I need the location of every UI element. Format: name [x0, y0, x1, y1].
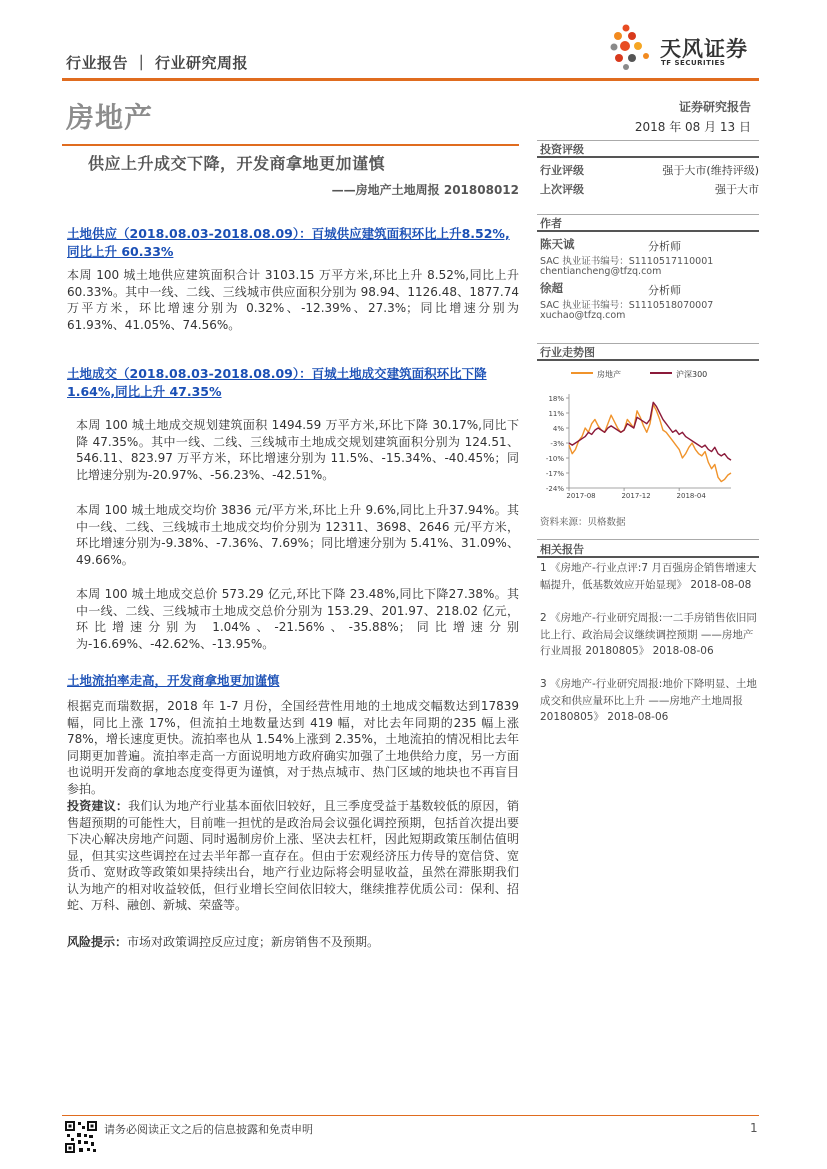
footer-rule	[62, 1115, 759, 1116]
report-type: 行业报告 ｜ 行业研究周报	[66, 54, 248, 72]
author-role: 分析师	[648, 284, 681, 297]
y-tick-label: 18%	[548, 395, 564, 403]
qr-code-icon	[64, 1120, 98, 1154]
authors-title: 作者	[540, 217, 562, 230]
rating-value: 强于大市(维持评级)	[662, 164, 759, 177]
sidebar-rule	[537, 214, 759, 215]
section-heading-unsold: 土地流拍率走高，开发商拿地更加谨慎	[67, 673, 280, 688]
industry-title: 房地产	[66, 101, 154, 134]
section-paragraph: 本周 100 城土地成交均价 3836 元/平方米,环比上升 9.6%,同比上升37.94%。其中一线、二线、三线城市土地成交均价分别为 12311、3698、2646 元/平方米，环比增速分别为-9.38%、-7.36%、7.69%；同比增速分别为 5.41%、31.09%、49.66%。	[76, 503, 519, 567]
section-paragraph: 根据克而瑞数据，2018 年 1-7 月份，全国经营性用地的土地成交幅数达到17839 幅，同比上涨 17%，但流拍土地数量达到 419 幅，对比去年同期的235 幅上涨 78%，增长速度更快。流拍率也从 1.54%上涨到 2.35%，土地流拍的情况相比去年同期更加普遍。流拍率走高一方面说明地方政府确实加强了土地供给力度，另一方面也说明开发商的拿地态度变得更为谨慎，对于热点城市、热门区域的地块也不再盲目参拍。	[67, 699, 519, 796]
section-heading-supply: 土地供应（2018.08.03-2018.08.09）：百城供应建筑面积环比上升8.52%,同比上升 60.33%	[67, 226, 510, 259]
rating-label: 行业评级	[540, 164, 584, 177]
sidebar-rule	[537, 156, 759, 158]
x-tick-label: 2017-08	[566, 492, 596, 500]
section-paragraph: 本周 100 城土地供应建筑面积合计 3103.15 万平方米,环比上升 8.52%,同比上升 60.33%。其中一线、二线、三线城市供应面积分别为 98.94、1126.48、1877.74 万平方米，环比增速分别为 0.32%、-12.39%、27.3%；同比增速分别为 61.93%、41.05%、74.56%。	[67, 268, 519, 332]
section-paragraph: 本周 100 城土地成交总价 573.29 亿元,环比下降 23.48%,同比下降27.38%。其中一线、二线、三线城市土地成交总价分别为 153.29、201.97、218.02 亿元，环比增速分别为 1.04%、-21.56%、-35.88%；同比增速分别为-16.69%、-42.62%、-13.95%。	[76, 587, 519, 651]
related-report-link[interactable]: 3 《房地产-行业研究周报:地价下降明显、土地成交和供应量环比上升 ——房地产土地周报 20180805》 2018-08-06	[540, 678, 757, 723]
author-name: 徐超	[540, 281, 563, 295]
y-tick-label: -17%	[545, 470, 564, 478]
sidebar-rule	[537, 359, 759, 361]
title-rule	[62, 144, 519, 146]
investment-label: 投资建议：	[67, 799, 129, 813]
report-title: 供应上升成交下降，开发商拿地更加谨慎	[88, 154, 386, 173]
related-report-link[interactable]: 2 《房地产-行业研究周报:一二手房销售依旧同比上行、政治局会议继续调控预期 ——房地产行业周报 20180805》 2018-08-06	[540, 612, 757, 657]
author-email[interactable]: chentiancheng@tfzq.com	[540, 266, 662, 277]
chart-title: 行业走势图	[540, 346, 595, 359]
industry-trend-chart	[537, 364, 737, 504]
author-cert: SAC 执业证书编号：S1110517110001	[540, 256, 714, 267]
legend-label-hs300: 沪深300	[676, 370, 708, 379]
sidebar-rule	[537, 539, 759, 540]
sidebar-rule	[537, 556, 759, 558]
risk-note	[67, 934, 519, 951]
legend-label-re: 房地产	[597, 370, 621, 379]
rating-title: 投资评级	[540, 143, 584, 156]
risk-text: 市场对政策调控反应过度；新房销售不及预期。	[127, 935, 380, 949]
author-cert: SAC 执业证书编号：S1110518070007	[540, 300, 714, 311]
related-report-link[interactable]: 1 《房地产-行业点评:7 月百强房企销售增速大幅提升，低基数效应开始显现》 2018-08-08	[540, 562, 757, 591]
series-line-1	[569, 402, 731, 460]
author-name: 陈天诚	[540, 237, 575, 251]
rating-value: 强于大市	[715, 183, 759, 196]
y-tick-label: 4%	[552, 425, 564, 433]
header-rule	[62, 78, 759, 81]
report-subtitle: ——房地产土地周报 201808012	[331, 183, 519, 197]
sidebar-rule	[537, 230, 759, 232]
y-tick-label: -10%	[545, 455, 564, 463]
y-tick-label: 11%	[548, 410, 564, 418]
investment-advice	[67, 798, 519, 914]
report-date: 2018 年 08 月 13 日	[634, 120, 751, 134]
footer-disclaimer[interactable]: 请务必阅读正文之后的信息披露和免责申明	[104, 1123, 313, 1136]
risk-label: 风险提示：	[67, 935, 128, 949]
section-heading-deal: 土地成交（2018.08.03-2018.08.09）：百城土地成交建筑面积环比下降1.64%,同比上升 47.35%	[67, 366, 487, 399]
logo-name: 天风证券	[660, 37, 748, 61]
x-tick-label: 2018-04	[676, 492, 706, 500]
author-role: 分析师	[648, 240, 681, 253]
author-email[interactable]: xuchao@tfzq.com	[540, 310, 626, 321]
report-kind: 证券研究报告	[678, 100, 751, 114]
chart-source: 资料来源：贝格数据	[540, 517, 626, 528]
rating-label: 上次评级	[540, 183, 584, 196]
page-number: 1	[750, 1121, 758, 1135]
logo-name-en: TF SECURITIES	[661, 59, 726, 67]
related-title: 相关报告	[540, 543, 584, 556]
investment-text: 我们认为地产行业基本面依旧较好，且三季度受益于基数较低的原因，销售超预期的可能性大，目前唯一担忧的是政治局会议强化调控预期，包括首次提出要下决心解决房地产问题、同时遏制房价上涨、坚决去杠杆，因此短期政策压制估值明显，但其实这些调控在过去半年都一直存在。但由于宏观经济压力传导的宽信贷、宽货币、宽财政等政策如果持续出台，地产行业边际将会明显收益，虽然在滞胀期我们认为地产的相对收益较低，但行业增长空间依旧较大，继续推荐优质公司：保利、招蛇、万科、融创、新城、荣盛等。	[67, 799, 519, 912]
y-tick-label: -3%	[550, 440, 564, 448]
section-paragraph: 本周 100 城土地成交规划建筑面积 1494.59 万平方米,环比下降 30.17%,同比下降 47.35%。其中一线、二线、三线城市土地成交规划建筑面积分别为 124.51、546.11、823.97 万平方米，环比增速分别为 11.5%、-15.34%、-40.45%；同比增速分别为-20.97%、-56.23%、-42.51%。	[76, 418, 519, 482]
y-tick-label: -24%	[545, 485, 564, 493]
x-tick-label: 2017-12	[621, 492, 651, 500]
